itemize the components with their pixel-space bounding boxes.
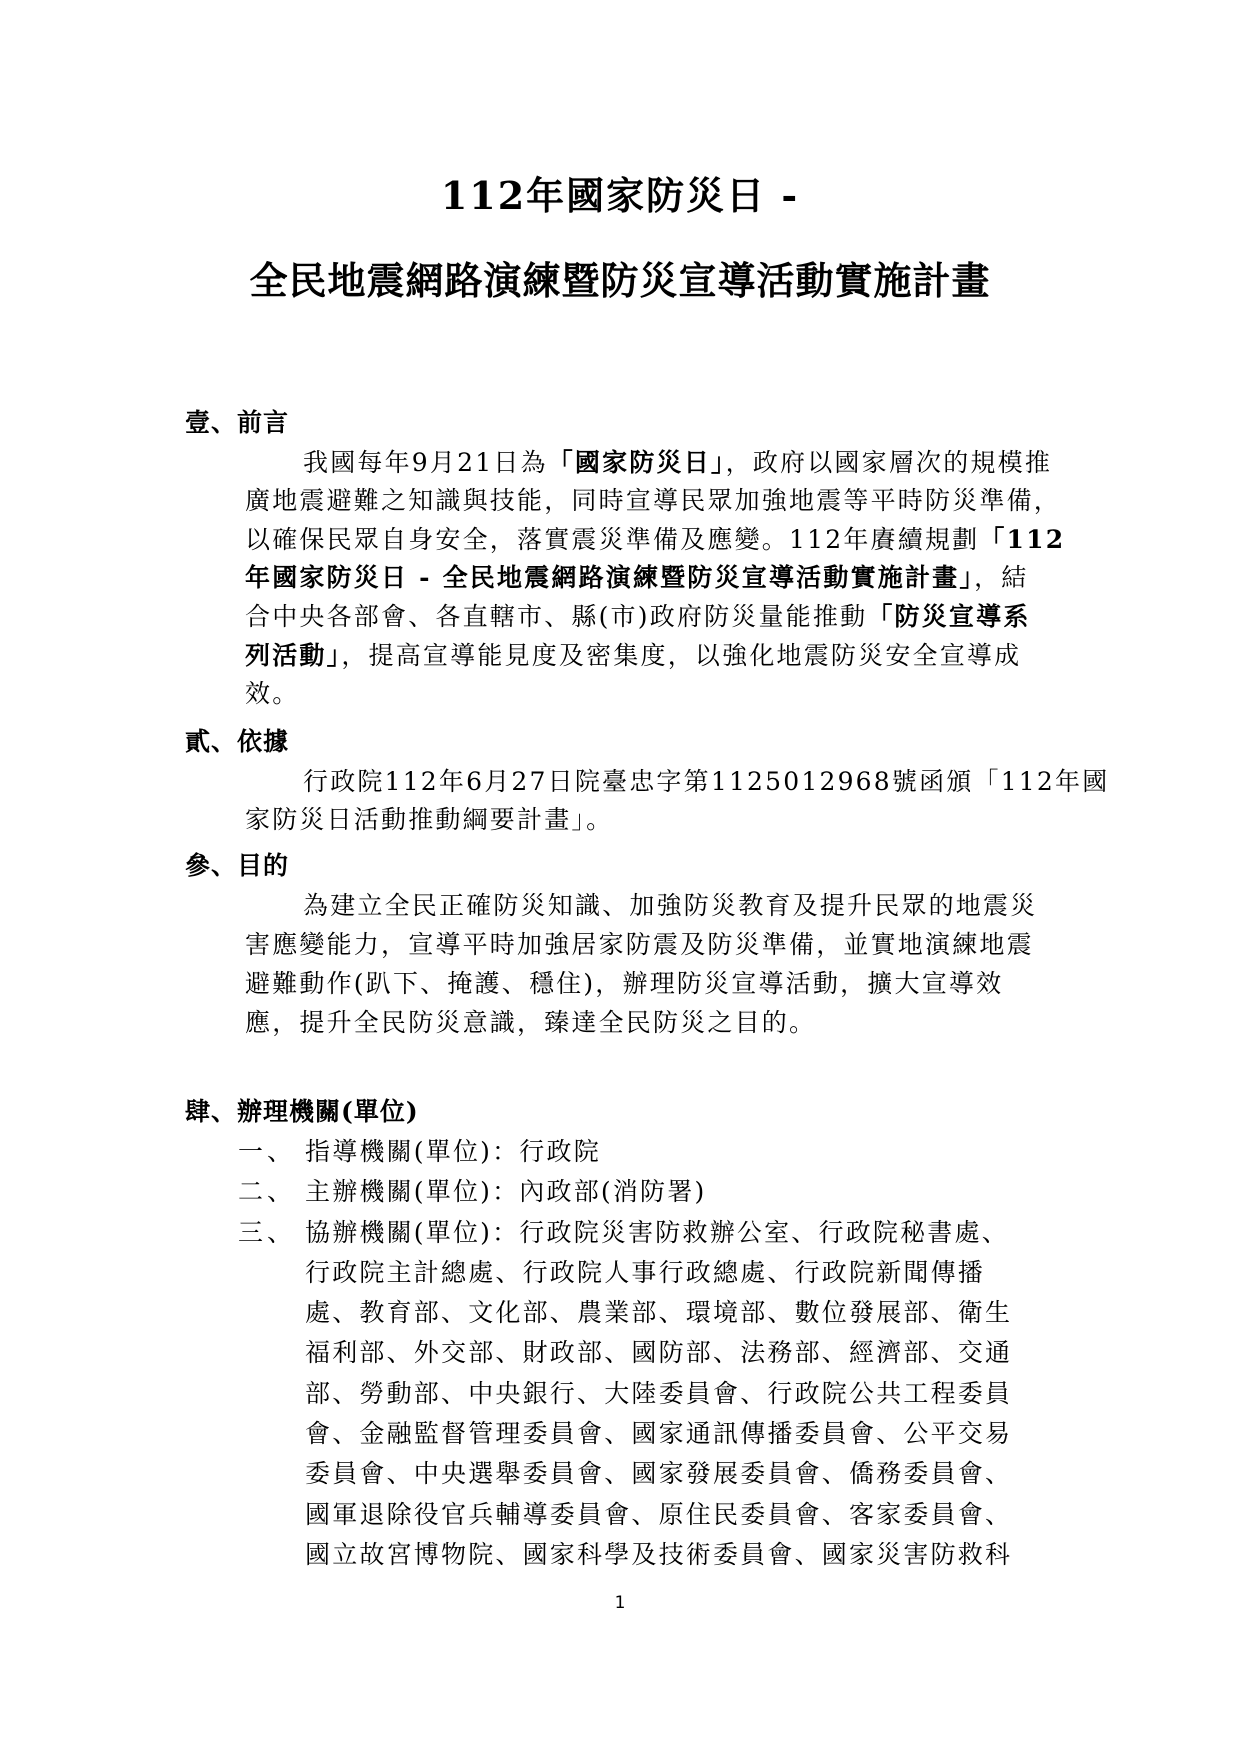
preface-emphasis-activities-end: 列活動」 bbox=[245, 641, 342, 670]
page-number: 1 bbox=[614, 1593, 626, 1613]
preface-line-4-tail: ，結 bbox=[974, 563, 1029, 592]
preface-emphasis-national-day: 「國家防災日」 bbox=[547, 448, 726, 477]
preface-emphasis-plan-name: 年國家防災日 - 全民地震網路演練暨防災宣導活動實施計畫」 bbox=[245, 563, 975, 592]
agency-item-3-continuation: 處、教育部、文化部、農業部、環境部、數位發展部、衛生 bbox=[305, 1298, 1013, 1327]
agency-item-3-continuation: 行政院主計總處、行政院人事行政總處、行政院新聞傳播 bbox=[305, 1258, 986, 1287]
agency-item-1-text: 指導機關(單位)：行政院 bbox=[305, 1137, 601, 1166]
purpose-line-1: 為建立全民正確防災知識、加強防災教育及提升民眾的地震災 bbox=[303, 891, 1038, 920]
agency-item-3-continuation: 委員會、中央選舉委員會、國家發展委員會、僑務委員會、 bbox=[305, 1459, 1013, 1488]
agency-item-1-number: 一、 bbox=[238, 1137, 297, 1166]
preface-line-1-text: 我國每年9月21日為 bbox=[303, 448, 548, 477]
agency-item-3-continuation: 會、金融監督管理委員會、國家通訊傳播委員會、公平交易 bbox=[305, 1419, 1013, 1448]
document-title-line-1: 112年國家防災日 - bbox=[440, 173, 800, 218]
preface-line-6 bbox=[245, 636, 1021, 672]
basis-line-2: 家防災日活動推動綱要計畫」。 bbox=[245, 805, 614, 834]
preface-line-1 bbox=[303, 443, 1052, 479]
preface-line-2: 廣地震避難之知識與技能，同時宣導民眾加強地震等平時防災準備， bbox=[245, 486, 1062, 515]
agency-item-3-continuation: 國軍退除役官兵輔導委員會、原住民委員會、客家委員會、 bbox=[305, 1500, 1013, 1529]
agency-item-3-number: 三、 bbox=[238, 1218, 297, 1247]
section-heading-agencies: 肆、辦理機關(單位) bbox=[185, 1097, 419, 1126]
agency-item-2-number: 二、 bbox=[238, 1177, 297, 1206]
preface-emphasis-plan-start: 「112 bbox=[979, 525, 1066, 554]
agency-item-3-continuation: 國立故宮博物院、國家科學及技術委員會、國家災害防救科 bbox=[305, 1540, 1013, 1569]
preface-line-3-text: 以確保民眾自身安全，落實震災準備及應變。112年賡續規劃 bbox=[245, 525, 980, 554]
preface-line-4 bbox=[245, 558, 1029, 594]
preface-line-3 bbox=[245, 520, 1065, 556]
preface-line-6-tail: ，提高宣導能見度及密集度，以強化地震防災安全宣導成 bbox=[341, 641, 1022, 670]
section-heading-preface: 壹、前言 bbox=[185, 408, 290, 437]
agency-item-3-continuation: 福利部、外交部、財政部、國防部、法務部、經濟部、交通 bbox=[305, 1338, 1013, 1367]
agency-item-3-text: 協辦機關(單位)：行政院災害防救辦公室、行政院秘書處、 bbox=[305, 1218, 1009, 1247]
basis-line-1: 行政院112年6月27日院臺忠字第1125012968號函頒「112年國 bbox=[303, 767, 1110, 796]
preface-line-5 bbox=[245, 597, 1031, 633]
preface-line-5-text: 合中央各部會、各直轄市、縣(市)政府防災量能推動 bbox=[245, 602, 868, 631]
preface-line-1-tail: ，政府以國家層次的規模推 bbox=[725, 448, 1053, 477]
section-heading-purpose: 參、目的 bbox=[185, 851, 290, 880]
agency-item-2-text: 主辦機關(單位)：內政部(消防署) bbox=[305, 1177, 707, 1206]
purpose-line-3: 避難動作(趴下、掩護、穩住)，辦理防災宣導活動，擴大宣導效 bbox=[245, 969, 1004, 998]
agency-item-3-continuation: 部、勞動部、中央銀行、大陸委員會、行政院公共工程委員 bbox=[305, 1379, 1013, 1408]
purpose-line-2: 害應變能力，宣導平時加強居家防震及防災準備，並實地演練地震 bbox=[245, 930, 1034, 959]
document-title-line-2: 全民地震網路演練暨防災宣導活動實施計畫 bbox=[249, 258, 991, 303]
purpose-line-4: 應，提升全民防災意識，臻達全民防災之目的。 bbox=[245, 1008, 817, 1037]
preface-emphasis-activities-start: 「防災宣導系 bbox=[867, 602, 1031, 631]
section-heading-basis: 貳、依據 bbox=[185, 727, 290, 756]
preface-line-7: 效。 bbox=[245, 679, 300, 708]
